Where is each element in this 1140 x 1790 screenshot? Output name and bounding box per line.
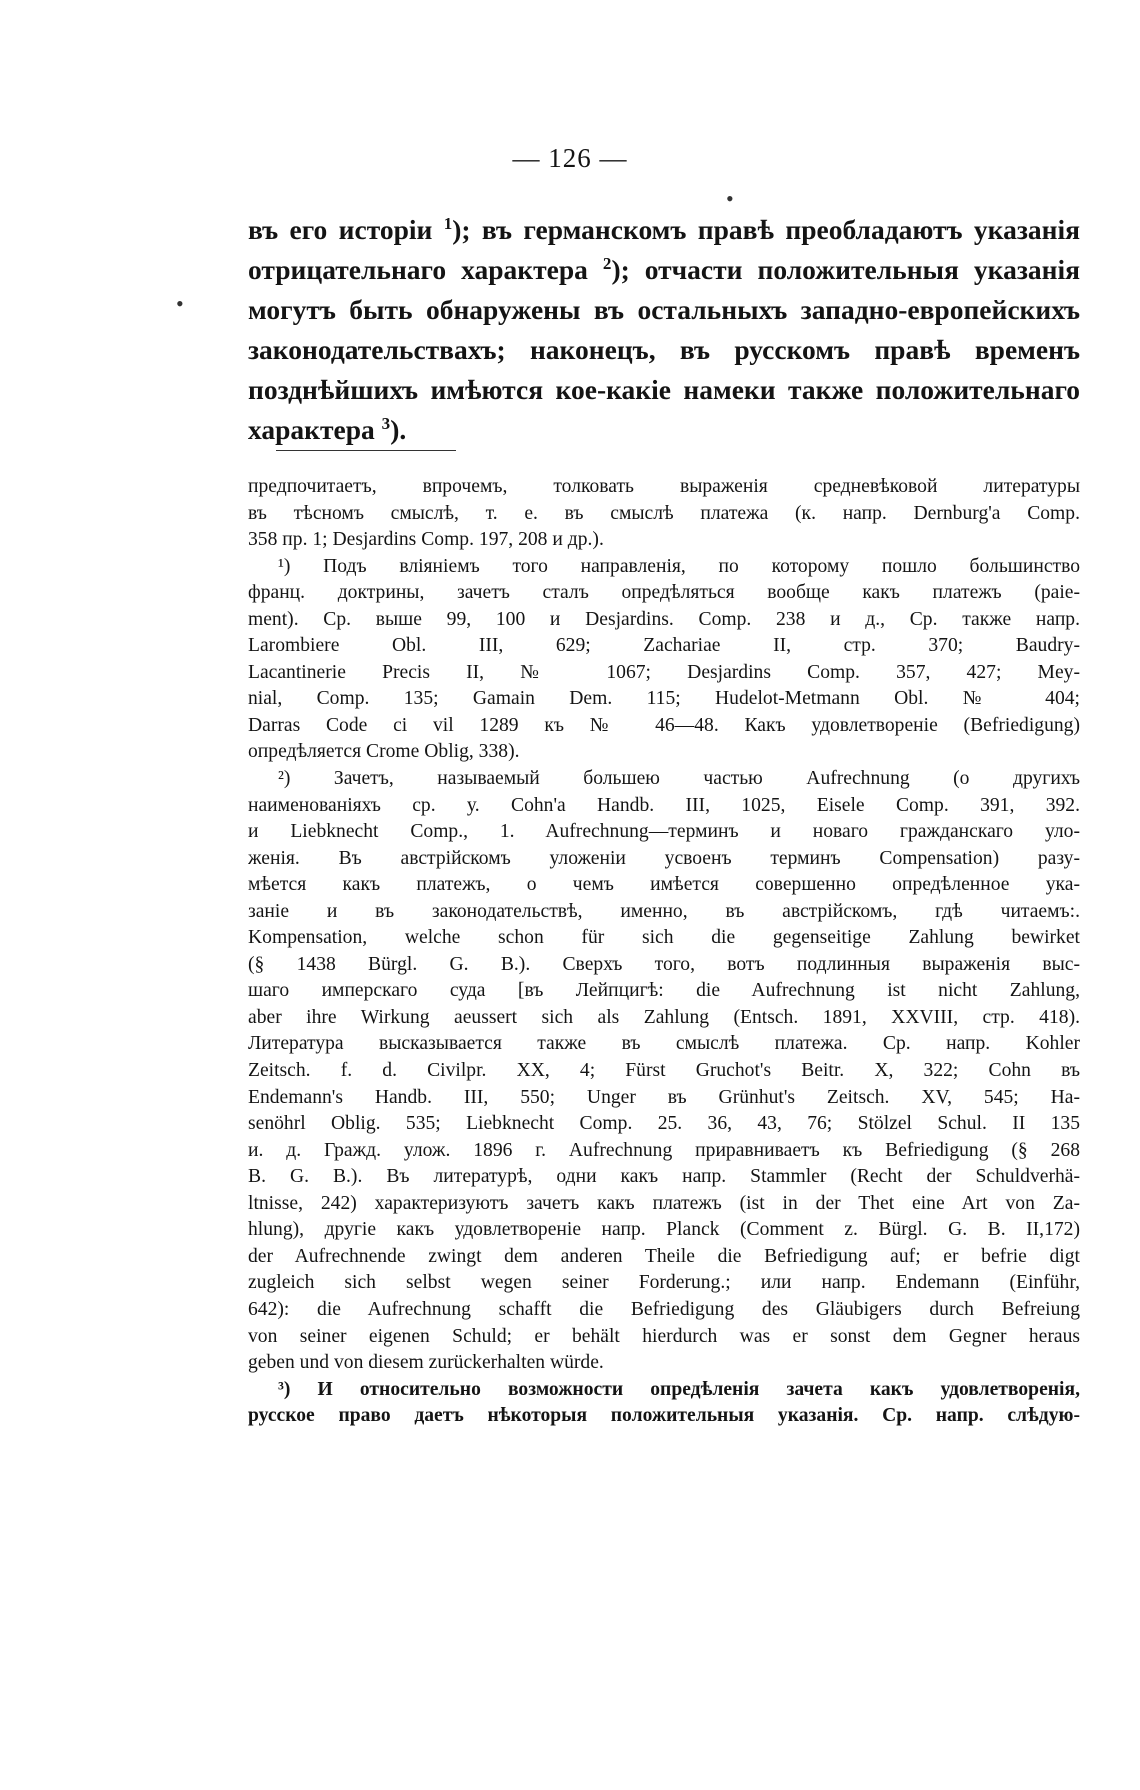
footnote-line: 642): die Aufrechnung schafft die Befriedigung des Gläubigers durch Befreiung xyxy=(248,1298,1080,1320)
footnote-line: Larombiere Obl. III, 629; Zachariae II, стр. 370; Baudry- xyxy=(248,635,1080,657)
main-line: въ его исторіи $^1$); въ германскомъ правѣ преобладаютъ указанія xyxy=(248,213,1080,245)
footnote-line: шаго имперскаго суда [въ Лейпцигѣ: die Aufrechnung ist nicht Zahlung, xyxy=(248,980,1080,1002)
main-line: позднѣйшихъ имѣются кое-какіе намеки также положительнаго xyxy=(248,374,1080,405)
footnote-line: ²) Зачетъ, называемый большею частью Aufrechnung (о другихъ xyxy=(278,768,1080,790)
footnote-line: von seiner eigenen Schuld; er behält hierdurch was er sonst dem Gegner heraus xyxy=(248,1325,1080,1347)
footnote-ref: 1 xyxy=(443,213,453,233)
footnote-line: nial, Comp. 135; Gamain Dem. 115; Hudelot-Metmann Obl. № 404; xyxy=(248,688,1080,710)
footnote-line: наименованіяхъ ср. у. Cohn'a Handb. III, 1025, Eisele Comp. 391, 392. xyxy=(248,794,1080,816)
footnote-ref: 2 xyxy=(602,253,612,273)
footnote-line: франц. доктрины, зачетъ сталъ опредѣляться вообще какъ платежъ (paie- xyxy=(248,582,1080,604)
footnote-line: женія. Въ австрійскомъ уложеніи усвоенъ терминъ Compensation) разу- xyxy=(248,847,1080,869)
footnote-line: Zeitsch. f. d. Civilpr. XX, 4; Fürst Gruchot's Beitr. X, 322; Cohn въ xyxy=(248,1060,1080,1082)
footnote-line: zugleich sich selbst wegen seiner Forderung.; или напр. Endemann (Einführ, xyxy=(248,1272,1080,1294)
footnote-line: 358 пр. 1; Desjardins Comp. 197, 208 и др.). xyxy=(248,529,604,551)
footnote-line: заніе и въ законодательствѣ, именно, въ австрійскомъ, гдѣ читаемъ:. xyxy=(248,900,1080,922)
footnote-separator xyxy=(276,450,456,451)
main-line: отрицательнаго характера $^2$); отчасти положительныя указанія xyxy=(248,253,1081,285)
main-line: могутъ быть обнаружены въ остальныхъ западно-европейскихъ xyxy=(248,294,1080,325)
footnote-line: der Aufrechnende zwingt dem anderen Theile die Befriedigung auf; er befrie digt xyxy=(248,1245,1080,1267)
print-speck: • xyxy=(176,291,184,316)
footnote-line: Литература высказывается также въ смыслѣ платежа. Ср. напр. Kohler xyxy=(248,1033,1080,1055)
footnote-line: Darras Code ci vil 1289 къ № 46—48. Какъ удовлетвореніе (Befriedigung) xyxy=(248,714,1080,736)
main-paragraph xyxy=(248,210,1080,450)
footnote-line: опредѣляется Crome Oblig, 338). xyxy=(248,741,520,763)
footnote-line: ment). Ср. выше 99, 100 и Desjardins. Comp. 238 и д., Ср. также напр. xyxy=(248,608,1080,630)
main-line: характера $^3$). xyxy=(248,413,407,445)
footnote-line: и Liebknecht Comp., 1. Aufrechnung—терминъ и новаго гражданскаго уло- xyxy=(248,821,1080,843)
footnote-line: B. G. B.). Въ литературѣ, одни какъ напр. Stammler (Recht der Schuldverhä- xyxy=(248,1166,1080,1188)
footnote-line: и. д. Гражд. улож. 1896 г. Aufrechnung приравниваетъ къ Befriedigung (§ 268 xyxy=(248,1139,1080,1161)
footnote-line: aber ihre Wirkung aeussert sich als Zahlung (Entsch. 1891, XXVIII, стр. 418). xyxy=(248,1006,1080,1028)
footnote-line: ³) И относительно возможности опредѣленія зачета какъ удовлетворенія, xyxy=(278,1378,1080,1400)
footnote-line: ltnisse, 242) характеризуютъ зачетъ какъ платежъ (ist in der Thet eine Art von Za- xyxy=(248,1192,1080,1214)
footnote-line: Lacantinerie Precis II, № 1067; Desjardins Comp. 357, 427; Mey- xyxy=(248,661,1080,683)
footnote-ref: 3 xyxy=(381,413,391,433)
print-speck: • xyxy=(726,186,734,211)
main-line: законодательствахъ; наконецъ, въ русскомъ правѣ временъ xyxy=(248,334,1080,365)
footnote-line: Endemann's Handb. III, 550; Unger въ Grünhut's Zeitsch. XV, 545; Ha- xyxy=(248,1086,1080,1108)
page-number: — 126 — xyxy=(512,143,628,173)
footnote-line: Kompensation, welche schon für sich die gegenseitige Zahlung bewirket xyxy=(248,927,1080,949)
footnote-line: (§ 1438 Bürgl. G. B.). Сверхъ того, вотъ подлинныя выраженія выс- xyxy=(248,953,1080,975)
footnote-line: мѣется какъ платежъ, о чемъ имѣется совершенно опредѣленное ука- xyxy=(248,874,1080,896)
footnotes xyxy=(248,474,1080,1430)
footnote-line: ¹) Подъ вліяніемъ того направленія, по которому пошло большинство xyxy=(278,555,1080,577)
footnote-line: въ тѣсномъ смыслѣ, т. е. въ смыслѣ платежа (к. напр. Dernburg'a Comp. xyxy=(248,502,1080,524)
footnote-line: senöhrl Oblig. 535; Liebknecht Comp. 25. 36, 43, 76; Stölzel Schul. II 135 xyxy=(248,1113,1080,1135)
footnote-line: русское право даетъ нѣкоторыя положительныя указанія. Ср. напр. слѣдую- xyxy=(248,1405,1080,1427)
footnote-line: geben und von diesem zurückerhalten würde. xyxy=(248,1352,604,1374)
footnote-line: hlung), другіе какъ удовлетвореніе напр. Planck (Comment z. Bürgl. G. B. II,172) xyxy=(248,1219,1080,1241)
footnote-line: предпочитаетъ, впрочемъ, толковать выраженія средневѣковой литературы xyxy=(248,476,1080,497)
